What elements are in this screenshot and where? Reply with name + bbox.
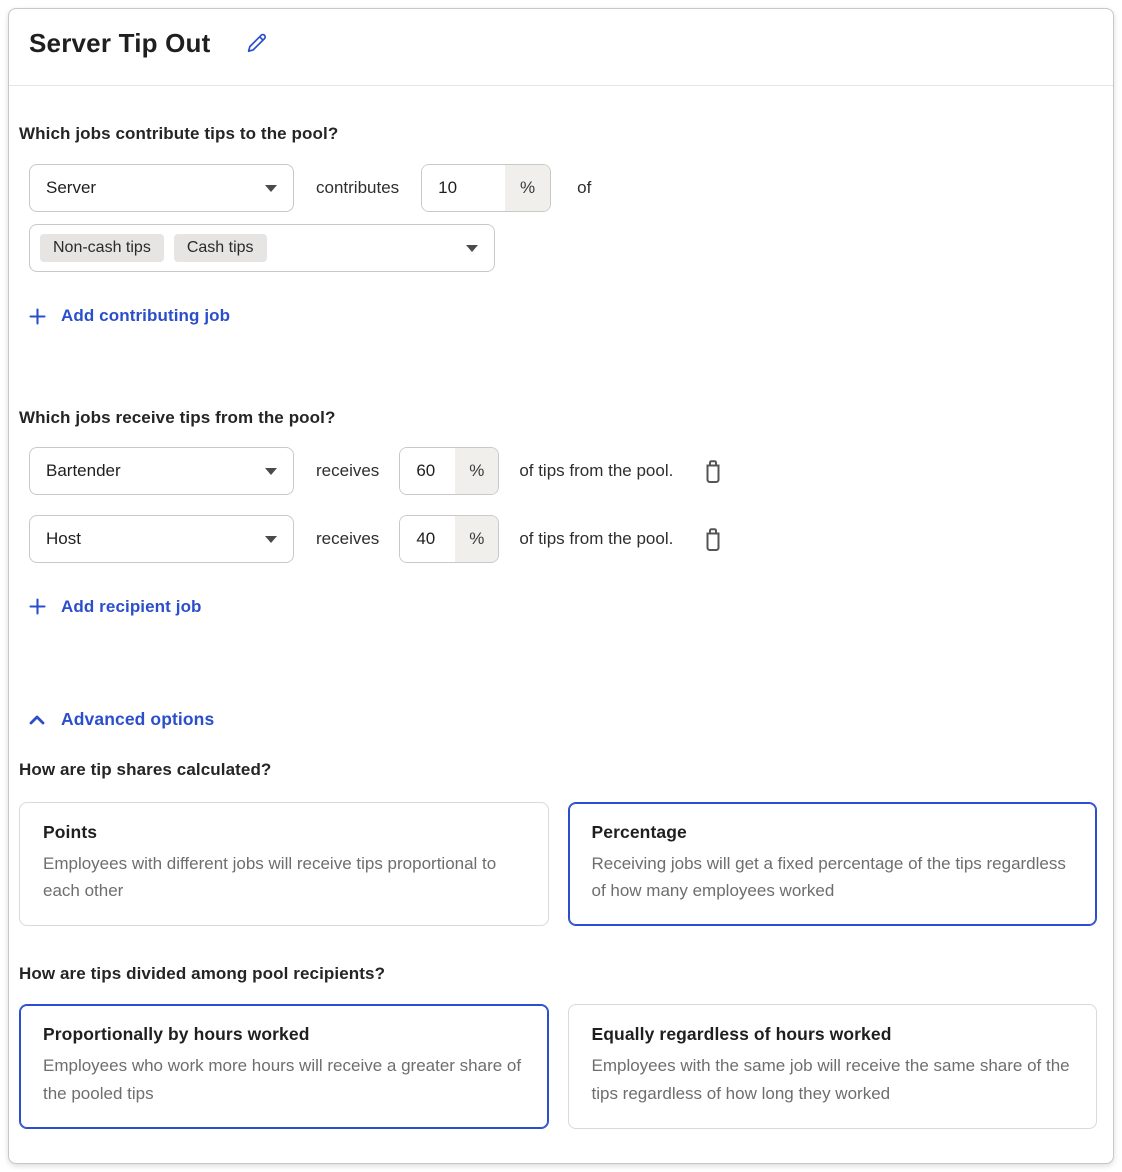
chevron-up-icon: [29, 709, 45, 730]
percent-suffix: %: [455, 448, 498, 494]
chevron-down-icon: [265, 468, 277, 475]
chevron-down-icon: [265, 536, 277, 543]
tip-type-chip: Non-cash tips: [40, 234, 164, 262]
contribute-percent-input[interactable]: [422, 165, 505, 211]
receive-job-value: Bartender: [46, 460, 121, 480]
delete-recipient-button[interactable]: [701, 457, 725, 485]
delete-recipient-button[interactable]: [701, 525, 725, 553]
receive-job-select[interactable]: [29, 515, 294, 563]
receive-percent-input[interactable]: [400, 516, 455, 562]
trash-icon: [701, 541, 725, 556]
tip-pool-panel: [8, 8, 1114, 1164]
plus-icon: [29, 308, 46, 325]
division-options: [19, 1004, 1097, 1128]
option-description: Employees with different jobs will receive tips proportional to each other: [43, 854, 497, 901]
advanced-options-toggle[interactable]: [29, 709, 214, 730]
pencil-icon: [245, 43, 269, 58]
option-description: Employees who work more hours will receive a greater share of the pooled tips: [43, 1056, 522, 1103]
option-description: Receiving jobs will get a fixed percentage of the tips regardless of how many employees worked: [591, 854, 1066, 901]
chevron-down-icon: [466, 245, 478, 252]
option-title: Equally regardless of hours worked: [591, 1024, 892, 1045]
contribute-job-value: Server: [46, 178, 97, 197]
of-tips-label: of tips from the pool.: [519, 528, 674, 548]
option-card-percentage[interactable]: [568, 802, 1098, 926]
advanced-options-label: Advanced options: [61, 709, 215, 729]
add-recipient-job-label: Add recipient job: [61, 596, 202, 616]
receive-percent-group: [399, 515, 499, 563]
shares-options: [19, 802, 1097, 926]
of-label: of: [577, 178, 592, 197]
option-description: Employees with the same job will receive the same share of the tips regardless of how long they worked: [591, 1056, 1070, 1103]
add-contributing-job-button[interactable]: [29, 306, 230, 326]
receive-question: Which jobs receive tips from the pool?: [19, 407, 336, 427]
receive-row-bartender: [29, 447, 1097, 495]
percent-suffix: %: [505, 165, 550, 211]
plus-icon: [29, 598, 46, 615]
contribute-percent-group: [421, 164, 551, 212]
option-card-equal-share[interactable]: [568, 1004, 1098, 1128]
percent-suffix: %: [455, 516, 498, 562]
add-recipient-job-button[interactable]: [29, 597, 202, 617]
receive-row-host: [29, 515, 1097, 563]
panel-content: [9, 124, 1113, 1129]
receives-label: receives: [316, 528, 380, 548]
trash-icon: [701, 473, 725, 488]
add-contributing-job-label: Add contributing job: [61, 306, 231, 325]
tip-type-chip: Cash tips: [174, 234, 267, 262]
contribute-job-select[interactable]: [29, 164, 294, 212]
panel-header: [9, 9, 1113, 86]
chevron-down-icon: [265, 185, 277, 192]
page-title: Server Tip Out: [29, 28, 211, 58]
division-question: How are tips divided among pool recipients?: [19, 964, 386, 984]
option-title: Percentage: [591, 822, 687, 842]
contribute-question: Which jobs contribute tips to the pool?: [19, 124, 339, 143]
of-tips-label: of tips from the pool.: [519, 460, 674, 480]
tip-types-select[interactable]: [29, 224, 495, 272]
option-title: Points: [43, 822, 98, 842]
receive-percent-group: [399, 447, 499, 495]
option-card-points[interactable]: [19, 802, 549, 926]
option-card-proportional-hours[interactable]: [19, 1004, 549, 1128]
edit-title-button[interactable]: [245, 31, 269, 55]
shares-question: How are tip shares calculated?: [19, 760, 272, 779]
receive-percent-input[interactable]: [400, 448, 455, 494]
contribute-row: [29, 164, 1097, 212]
contributes-label: contributes: [316, 178, 400, 197]
option-title: Proportionally by hours worked: [43, 1024, 310, 1045]
receives-label: receives: [316, 460, 380, 480]
receive-job-value: Host: [46, 528, 81, 548]
receive-job-select[interactable]: [29, 447, 294, 495]
